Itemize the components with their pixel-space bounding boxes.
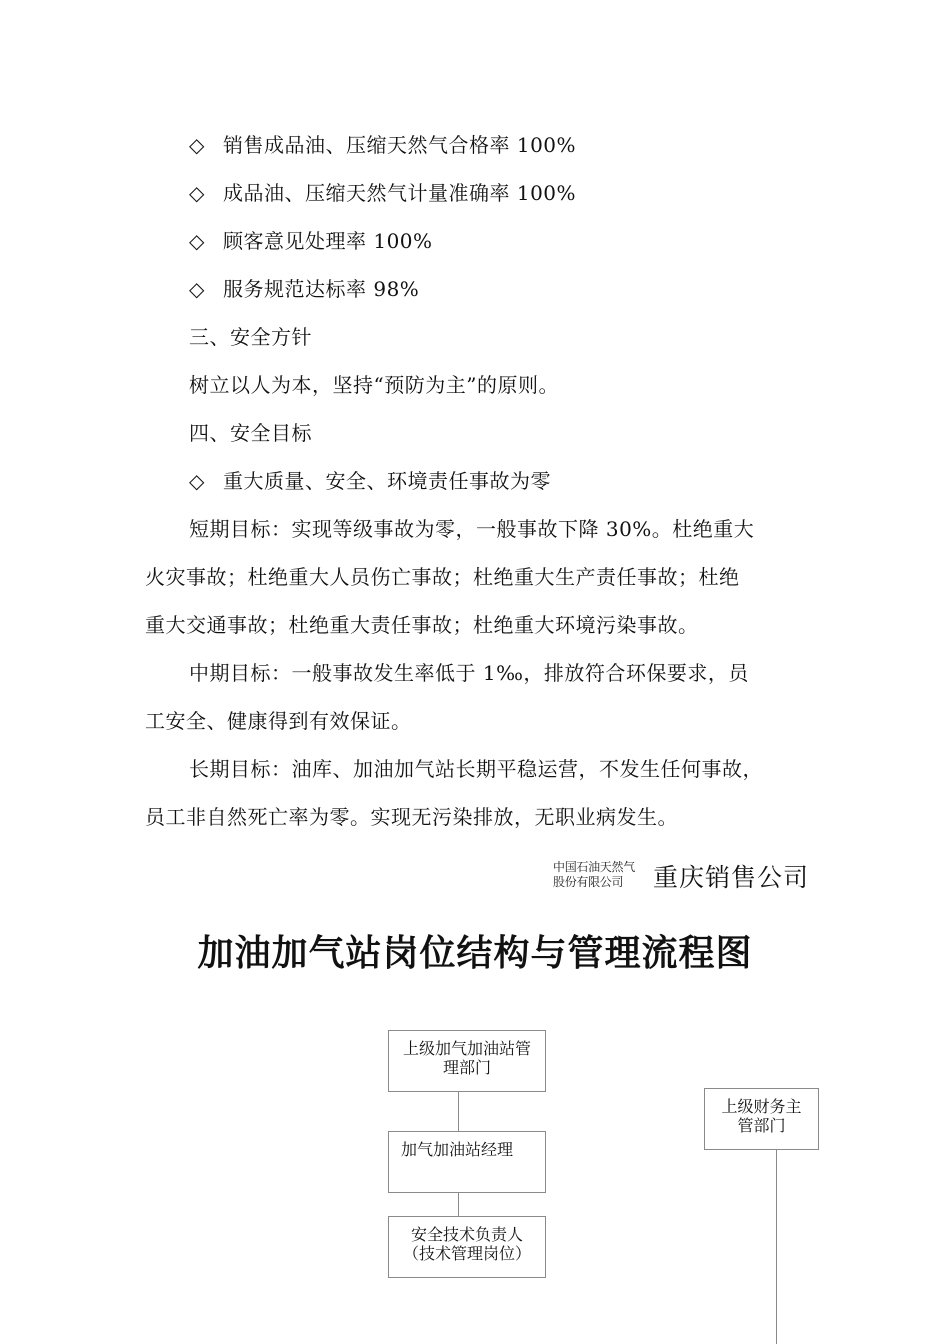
short-term-goal-line: 短期目标：实现等级事故为零，一般事故下降 30%。杜绝重大 xyxy=(189,517,755,541)
station-manager-box xyxy=(388,1131,546,1193)
logo-line-2: 股份有限公司 xyxy=(553,875,624,889)
upper-finance-dept-box xyxy=(704,1088,819,1150)
box-text: 上级财务主 xyxy=(721,1097,802,1116)
safety-policy-heading: 三、安全方针 xyxy=(189,325,312,349)
long-term-goal-line: 员工非自然死亡率为零。实现无污染排放，无职业病发生。 xyxy=(145,805,678,829)
short-term-goal-line: 火灾事故；杜绝重大人员伤亡事故；杜绝重大生产责任事故；杜绝 xyxy=(145,565,740,589)
box-text: 安全技术负责人 xyxy=(410,1225,523,1244)
bullet-text: 顾客意见处理率 100% xyxy=(223,229,433,253)
bullet-item xyxy=(189,181,869,205)
upper-station-dept-box xyxy=(388,1030,546,1092)
safety-policy-text: 树立以人为本，坚持“预防为主”的原则。 xyxy=(189,373,559,397)
diamond-bullet-icon: ◇ xyxy=(189,181,205,205)
diamond-bullet-icon: ◇ xyxy=(189,229,205,253)
box-text: 加气加油站经理 xyxy=(401,1140,514,1159)
logo-company-name: 重庆销售公司 xyxy=(653,863,810,892)
logo-line-1: 中国石油天然气 xyxy=(553,860,635,874)
bullet-text: 重大质量、安全、环境责任事故为零 xyxy=(223,469,551,493)
long-term-goal-line: 长期目标：油库、加油加气站长期平稳运营，不发生任何事故， xyxy=(189,757,763,781)
safety-goals-bullet xyxy=(189,469,869,493)
box-text: 管部门 xyxy=(737,1116,786,1135)
diamond-bullet-icon: ◇ xyxy=(189,133,205,157)
box-text: 上级加气加油站管 xyxy=(402,1039,531,1058)
bullet-text: 成品油、压缩天然气计量准确率 100% xyxy=(223,181,577,205)
diamond-bullet-icon: ◇ xyxy=(189,469,205,493)
box-text: （技术管理岗位） xyxy=(402,1244,531,1263)
safety-tech-lead-box xyxy=(388,1216,546,1278)
bullet-text: 服务规范达标率 98% xyxy=(223,277,420,301)
bullet-item xyxy=(189,229,869,253)
mid-term-goal-line: 中期目标：一般事故发生率低于 1‰，排放符合环保要求，员 xyxy=(189,661,749,685)
short-term-goal-line: 重大交通事故；杜绝重大责任事故；杜绝重大环境污染事故。 xyxy=(145,613,699,637)
chart-title: 加油加气站岗位结构与管理流程图 xyxy=(197,933,753,974)
logo-parent-name xyxy=(553,860,635,890)
bullet-text: 销售成品油、压缩天然气合格率 100% xyxy=(223,133,577,157)
diamond-bullet-icon: ◇ xyxy=(189,277,205,301)
bullet-item xyxy=(189,277,869,301)
bullet-item xyxy=(189,133,869,157)
connector-line xyxy=(458,1092,459,1132)
company-logo xyxy=(553,860,813,894)
connector-line xyxy=(776,1150,777,1344)
safety-goals-heading: 四、安全目标 xyxy=(189,421,312,445)
box-text: 理部门 xyxy=(442,1058,491,1077)
mid-term-goal-line: 工安全、健康得到有效保证。 xyxy=(145,709,412,733)
